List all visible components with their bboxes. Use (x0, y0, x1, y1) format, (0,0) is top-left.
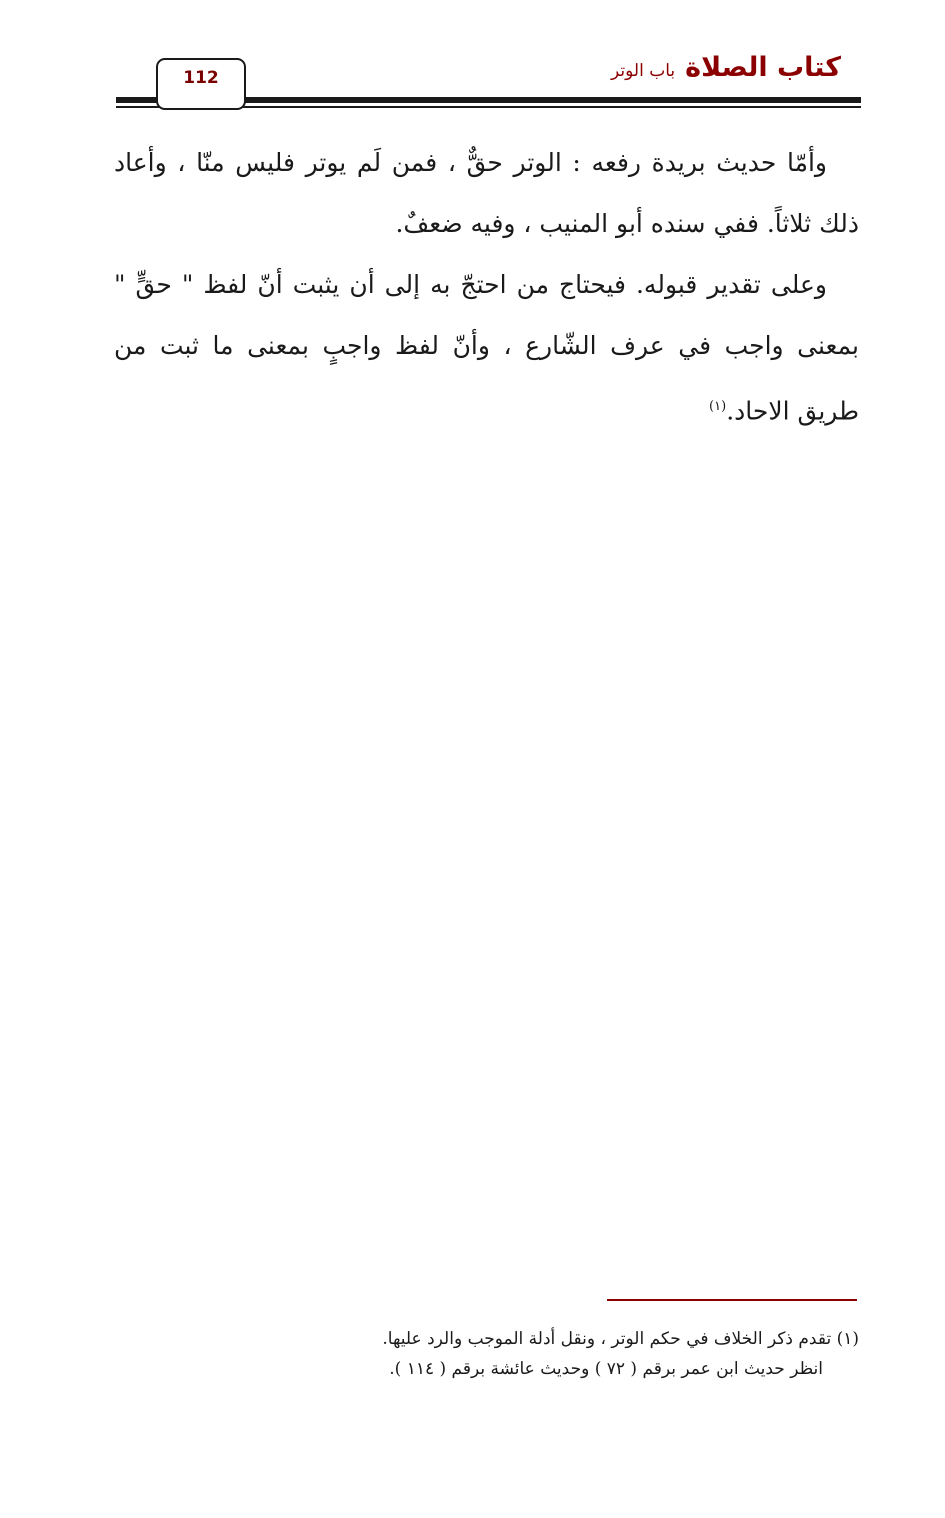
book-title: كتاب الصلاة (685, 52, 841, 83)
chapter-title: باب الوتر (611, 61, 676, 81)
footnote-reference[interactable]: (١) (709, 399, 727, 414)
footnote-1: (١) تقدم ذكر الخلاف في حكم الوتر ، ونقل أدلة الموجب والرد عليها. (382, 1329, 859, 1349)
footnotes (114, 1324, 859, 1384)
body-text (114, 132, 859, 441)
footnote-divider (607, 1299, 857, 1301)
page-header (0, 0, 945, 120)
page-number-box (156, 58, 246, 110)
paragraph-1: وأمّا حديث بريدة رفعه : الوتر حقٌّ ، فمن لَم يوتر فليس منّا ، وأعاد ذلك ثلاثاً. ففي سنده أبو المنيب ، وفيه ضعفٌ. (114, 148, 859, 238)
paragraph-2 (114, 254, 859, 441)
running-head (611, 52, 841, 83)
page-number: 112 (183, 68, 219, 88)
paragraph-2-text: وعلى تقدير قبوله. فيحتاج من احتجّ به إلى أن يثبت أنّ لفظ " حقٍّ " بمعنى واجب في عرف الشّارع ، وأنّ لفظ واجبٍ بمعنى ما ثبت من طريق الاحاد. (114, 270, 859, 426)
footnote-1-continuation: انظر حديث ابن عمر برقم ( ٧٢ ) وحديث عائشة برقم ( ١١٤ ). (389, 1359, 823, 1379)
